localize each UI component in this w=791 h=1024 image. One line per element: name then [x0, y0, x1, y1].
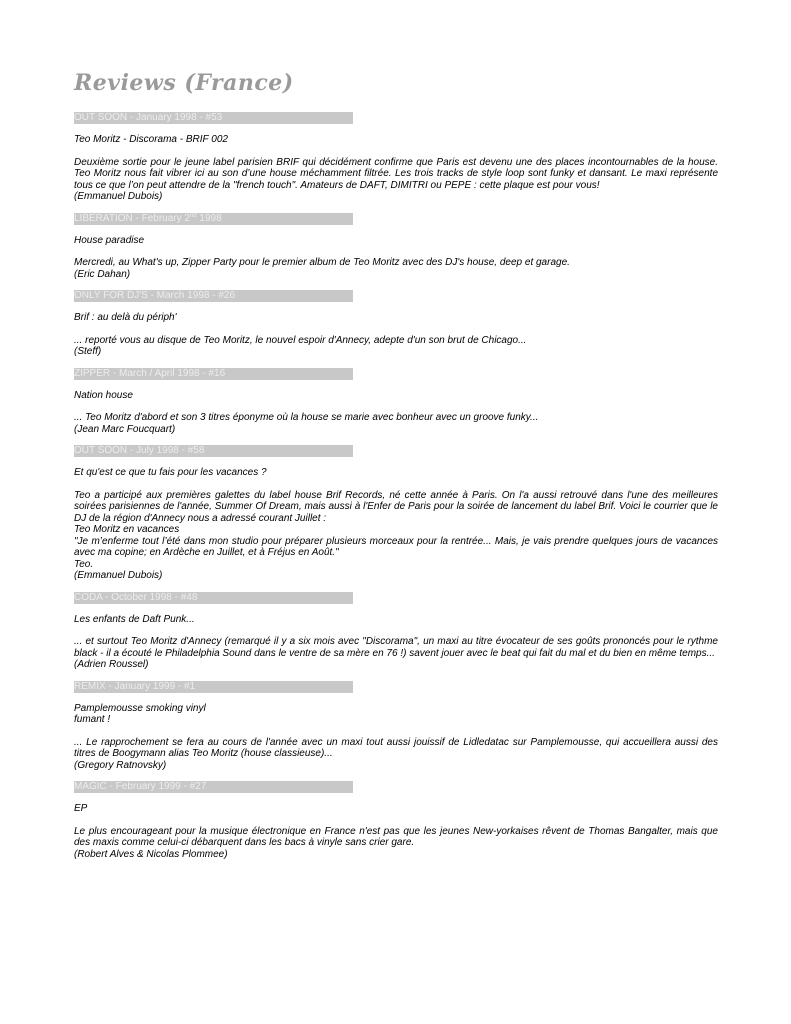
review-author: (Jean Marc Foucquart)	[74, 423, 176, 435]
review	[74, 368, 718, 436]
review-text: Teo a participé aux premières galettes du label house Brif Records, né cette année à Paris. On l'a aussi retrouvé dans l'une des meilleures soirées parisiennes de l'année, Summer Of Dream, mais aussi à l'Enfer de Paris pour la soirée de lancement du label Brif. Voici le courrier que le DJ de la région d'Annecy nous a adressé courant Juillet :	[74, 489, 718, 524]
review-heading-line: Nation house	[74, 389, 133, 401]
review-author: (Eric Dahan)	[74, 268, 131, 280]
review-text: ... et surtout Teo Moritz d'Annecy (remarqué il y a six mois avec "Discorama", un maxi au titre évocateur de ses goûts prononcés pour le rythme black - il a écouté le Philadelphia Sound dans le ventre de sa mère en 76 !) savent jouer avec le beat qui fait du mal et du bien en même temps...	[74, 636, 718, 659]
review-author: (Adrien Roussel)	[74, 659, 149, 670]
review-heading	[74, 703, 718, 726]
review-text: ... Teo Moritz d'abord et son 3 titres éponyme où la house se marie avec bonheur avec un groove funky...	[74, 412, 539, 423]
review-source-bar: OUT SOON - January 1998 - #53	[74, 112, 353, 124]
review-heading-line: Pamplemousse smoking vinyl	[74, 702, 206, 714]
review-source-bar: REMIX - January 1999 - #1	[74, 681, 353, 693]
review-text: Deuxième sortie pour le jeune label parisien BRIF qui décidément confirme que Paris est devenu une des places incontournables de la house. Teo Moritz nous fait vibrer ici au son d’une house méchamment filtrée. Les trois tracks de style loop sont funky et dansant. Le maxi représente tous ce que l’on peut attendre de la "french touch". Amateurs de DAFT, DIMITRI ou PEPE : cette plaque est pour vous!	[74, 156, 718, 191]
review-text: Mercredi, au What's up, Zipper Party pour le premier album de Teo Moritz avec des DJ's house, deep et garage.	[74, 257, 570, 268]
review-extra-line: Teo.	[74, 558, 94, 570]
document-page	[74, 70, 718, 860]
review	[74, 592, 718, 671]
review-body	[74, 826, 718, 861]
review-heading	[74, 312, 718, 324]
review-heading	[74, 134, 718, 146]
review-body	[74, 335, 718, 358]
review	[74, 213, 718, 281]
review-extra-line: Teo Moritz en vacances	[74, 524, 180, 535]
review-heading-line: Les enfants de Daft Punk...	[74, 613, 195, 625]
review-heading	[74, 614, 718, 626]
review-heading-line: Teo Moritz - Discorama - BRIF 002	[74, 134, 228, 145]
review-text: Le plus encourageant pour la musique électronique en France n'est pas que les jeunes New-yorkaises rêvent de Thomas Bangalter, mais que des maxis comme celui-ci débarquent dans les bacs à vinyle sans crier gare.	[74, 825, 718, 848]
review-heading	[74, 390, 718, 402]
review-source-bar: ZIPPER - March / April 1998 - #16	[74, 368, 353, 380]
review-body	[74, 157, 718, 203]
review-source-bar: CODA - October 1998 - #48	[74, 592, 353, 604]
review-heading	[74, 467, 718, 479]
review-source-bar: OUT SOON - July 1998 - #58	[74, 445, 353, 457]
review-heading-line: Brif : au delà du périph'	[74, 312, 177, 323]
review-body	[74, 737, 718, 772]
review-text: ... Le rapprochement se fera au cours de l'année avec un maxi tout aussi jouissif de Lidledatac sur Pamplemousse, qui accueillera aussi des titres de Boogymann alias Teo Moritz (house classieuse)...	[74, 736, 718, 759]
review-heading-line: EP	[74, 803, 88, 814]
review-source-superscript: nd	[189, 212, 197, 219]
review-body	[74, 412, 718, 435]
review-text: ... reporté vous au disque de Teo Moritz, le nouvel espoir d'Annecy, adepte d'un son brut de Chicago...	[74, 334, 527, 346]
review	[74, 112, 718, 203]
review-source-bar: MAGIC - February 1999 - #27	[74, 781, 353, 793]
review-author: (Steff)	[74, 346, 102, 357]
review-heading-line: House paradise	[74, 234, 145, 246]
review-author: (Gregory Ratnovsky)	[74, 759, 167, 771]
review-source-bar: ONLY FOR DJ'S - March 1998 - #26	[74, 290, 353, 302]
review-source-text: LIBERATION - February 2	[74, 212, 190, 224]
review-body	[74, 636, 718, 671]
review-author: (Robert Alves & Nicolas Plommee)	[74, 848, 228, 860]
review-heading-line: Et qu'est ce que tu fais pour les vacances ?	[74, 467, 267, 478]
review	[74, 681, 718, 772]
review-source-bar	[74, 213, 353, 225]
review	[74, 445, 718, 582]
review-heading	[74, 803, 718, 815]
review-body	[74, 490, 718, 582]
review-source-text-end: 1998	[196, 212, 222, 224]
review-author: (Emmanuel Dubois)	[74, 191, 163, 202]
review-author: (Emmanuel Dubois)	[74, 570, 163, 581]
review-quote: "Je m’enferme tout l’été dans mon studio pour préparer plusieurs morceaux pour la rentrée... Mais, je vais prendre quelques jours de vacances avec ma copine; en Ardèche en Juillet, et à Fréjus en Août."	[74, 535, 718, 558]
review	[74, 290, 718, 358]
review-body	[74, 257, 718, 280]
review	[74, 781, 718, 860]
review-heading	[74, 235, 718, 247]
page-title: Reviews (France)	[74, 70, 294, 96]
review-heading-line: fumant !	[74, 714, 111, 725]
